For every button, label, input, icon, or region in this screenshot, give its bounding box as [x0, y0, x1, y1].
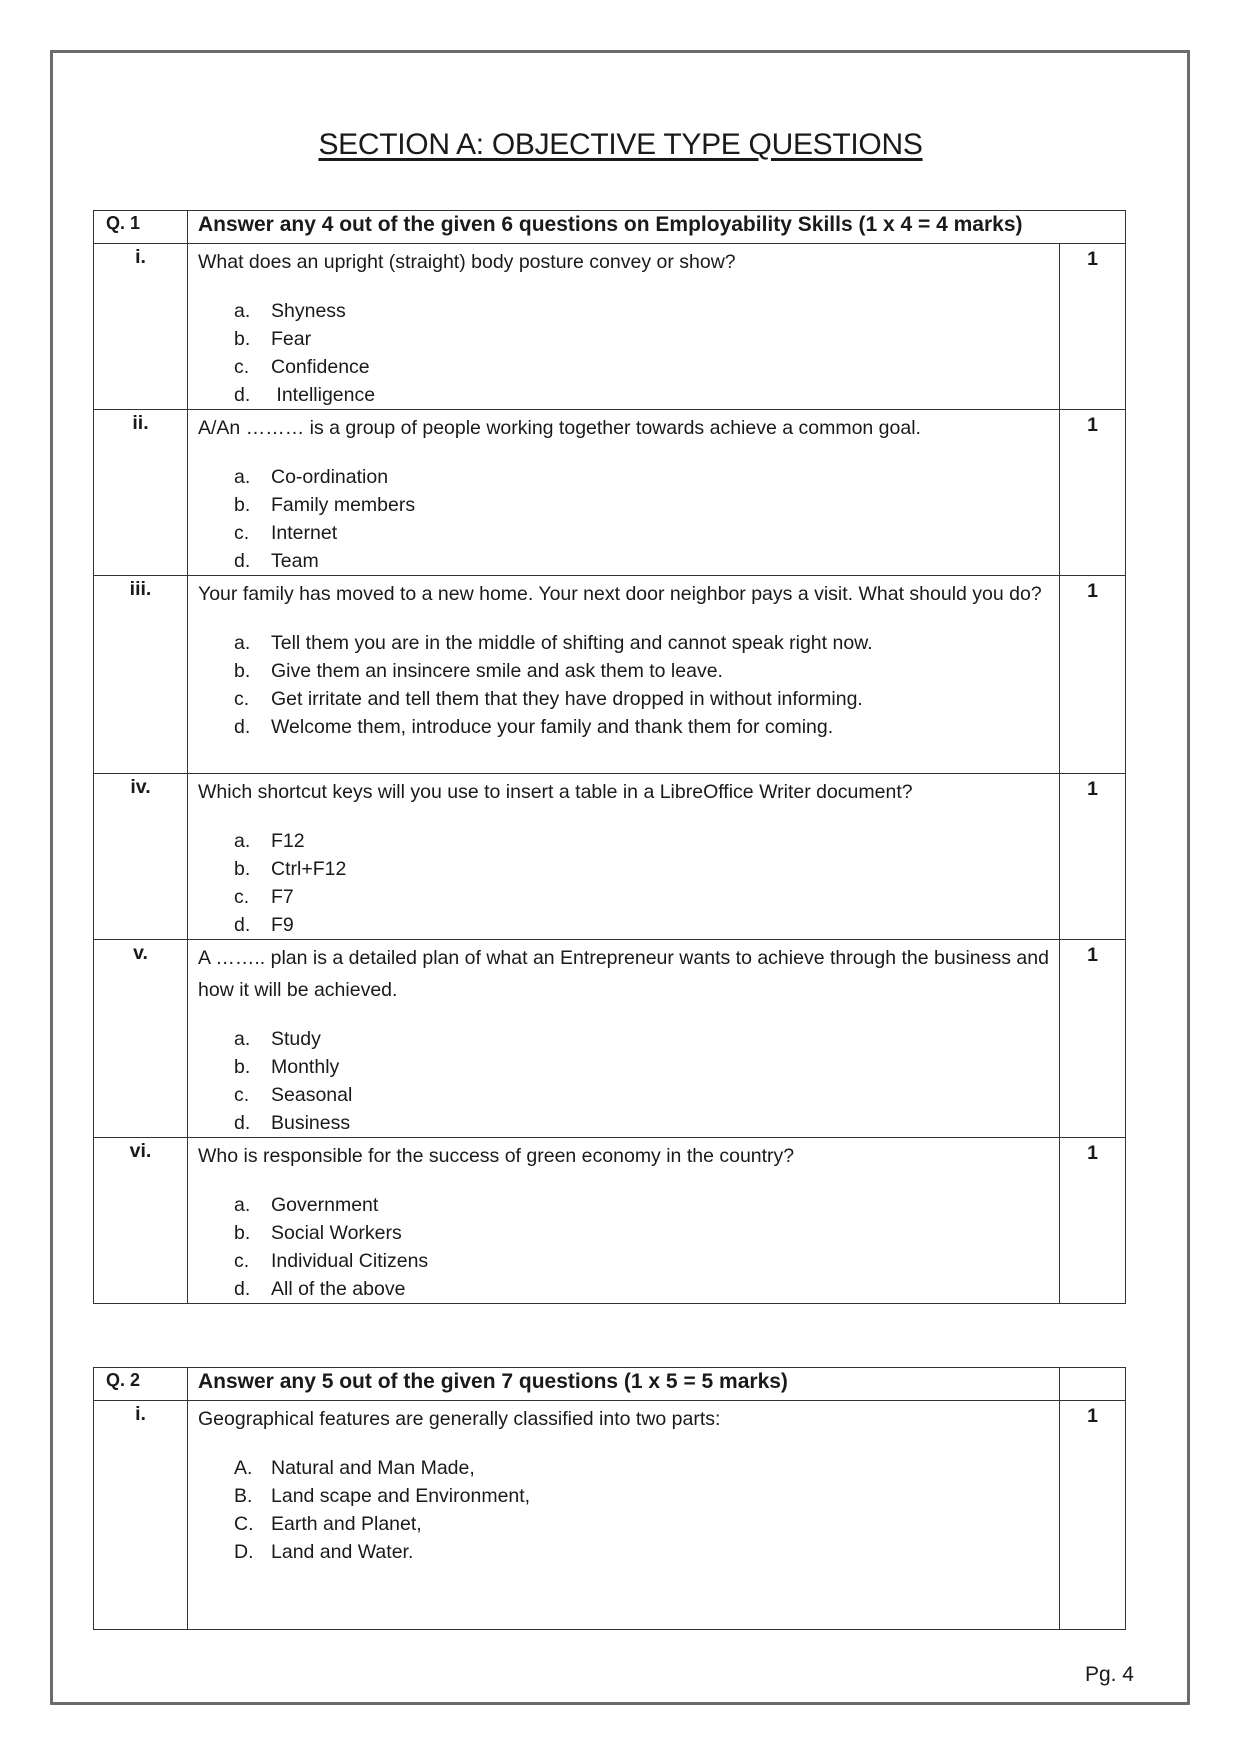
option-item	[234, 713, 1049, 741]
option-letter: a.	[234, 300, 251, 322]
option-item	[234, 1454, 1049, 1482]
question-cell	[188, 244, 1060, 410]
option-list	[198, 1454, 1049, 1566]
question-number: vi.	[94, 1138, 188, 1304]
option-letter: b.	[234, 858, 251, 880]
marks-cell: 1	[1060, 410, 1126, 576]
option-letter: c.	[234, 522, 250, 544]
option-text: Natural and Man Made,	[271, 1457, 475, 1479]
question-row	[94, 576, 1126, 774]
option-letter: a.	[234, 830, 251, 852]
option-text: Government	[271, 1194, 379, 1216]
q2-instruction: Answer any 5 out of the given 7 questions (1 x 5 = 5 marks)	[188, 1368, 1060, 1401]
q2-label: Q. 2	[94, 1368, 188, 1401]
option-letter: d.	[234, 1278, 251, 1300]
option-item	[234, 1247, 1049, 1275]
option-letter: b.	[234, 1222, 251, 1244]
question-cell	[188, 940, 1060, 1138]
question-number: ii.	[94, 410, 188, 576]
option-list	[198, 1025, 1049, 1137]
option-item	[234, 547, 1049, 575]
option-letter: a.	[234, 632, 251, 654]
question-row	[94, 940, 1126, 1138]
option-item	[234, 1191, 1049, 1219]
option-text: Individual Citizens	[271, 1250, 429, 1272]
option-letter: d.	[234, 914, 251, 936]
question-number: iii.	[94, 576, 188, 774]
question-row	[94, 1138, 1126, 1304]
question-number: iv.	[94, 774, 188, 940]
q1-label: Q. 1	[94, 211, 188, 244]
option-item	[234, 883, 1049, 911]
option-letter: d.	[234, 384, 251, 406]
option-item	[234, 1109, 1049, 1137]
option-item	[234, 325, 1049, 353]
option-text: Land scape and Environment,	[271, 1485, 531, 1507]
option-text: Get irritate and tell them that they have dropped in without informing.	[271, 688, 863, 710]
option-item	[234, 657, 1049, 685]
option-item	[234, 1538, 1049, 1566]
option-list	[198, 629, 1049, 741]
marks-cell: 1	[1060, 940, 1126, 1138]
question-cell	[188, 1401, 1060, 1630]
option-text: Intelligence	[271, 384, 376, 406]
option-text: F9	[271, 914, 294, 936]
question-cell	[188, 410, 1060, 576]
question-text: Which shortcut keys will you use to insert a table in a LibreOffice Writer document?	[198, 781, 913, 803]
option-text: Internet	[271, 522, 338, 544]
option-text: F12	[271, 830, 305, 852]
option-letter: c.	[234, 1250, 250, 1272]
option-item	[234, 911, 1049, 939]
option-text: Study	[271, 1028, 321, 1050]
option-item	[234, 685, 1049, 713]
marks-cell: 1	[1060, 576, 1126, 774]
option-item	[234, 353, 1049, 381]
q2-header-row	[94, 1368, 1126, 1401]
option-text: Co-ordination	[271, 466, 389, 488]
question-row	[94, 1401, 1126, 1630]
marks-cell: 1	[1060, 774, 1126, 940]
option-item	[234, 855, 1049, 883]
option-letter: c.	[234, 886, 250, 908]
option-text: Land and Water.	[271, 1541, 414, 1563]
option-item	[234, 1025, 1049, 1053]
option-letter: b.	[234, 494, 251, 516]
option-item	[234, 1081, 1049, 1109]
option-letter: c.	[234, 1084, 250, 1106]
option-text: F7	[271, 886, 294, 908]
option-list	[198, 827, 1049, 939]
option-text: Social Workers	[271, 1222, 402, 1244]
option-text: Team	[271, 550, 319, 572]
option-item	[234, 297, 1049, 325]
option-letter: A.	[234, 1457, 253, 1479]
option-text: Fear	[271, 328, 312, 350]
option-text: Shyness	[271, 300, 346, 322]
option-item	[234, 1510, 1049, 1538]
question-row	[94, 244, 1126, 410]
option-text: Monthly	[271, 1056, 340, 1078]
option-text: All of the above	[271, 1278, 406, 1300]
section-title: SECTION A: OBJECTIVE TYPE QUESTIONS	[318, 128, 923, 161]
question-text: A …….. plan is a detailed plan of what an Entrepreneur wants to achieve through the business and how it will be achieved.	[198, 947, 1049, 1001]
option-item	[234, 463, 1049, 491]
question-row	[94, 774, 1126, 940]
option-item	[234, 1053, 1049, 1081]
option-text: Tell them you are in the middle of shifting and cannot speak right now.	[271, 632, 873, 654]
option-text: Family members	[271, 494, 416, 516]
question-text: A/An ……… is a group of people working together towards achieve a common goal.	[198, 417, 921, 439]
question-text: Geographical features are generally classified into two parts:	[198, 1408, 721, 1430]
option-letter: d.	[234, 716, 251, 738]
q1-table	[93, 210, 1126, 1304]
option-letter: a.	[234, 1194, 251, 1216]
question-cell	[188, 1138, 1060, 1304]
q2-table	[93, 1367, 1126, 1630]
option-letter: d.	[234, 550, 251, 572]
question-number: i.	[94, 244, 188, 410]
question-cell	[188, 774, 1060, 940]
question-row	[94, 410, 1126, 576]
option-text: Earth and Planet,	[271, 1513, 422, 1535]
option-letter: b.	[234, 660, 251, 682]
q2-header-blank	[1060, 1368, 1126, 1401]
option-item	[234, 629, 1049, 657]
option-text: Business	[271, 1112, 351, 1134]
q1-header-row	[94, 211, 1126, 244]
option-text: Seasonal	[271, 1084, 353, 1106]
option-item	[234, 519, 1049, 547]
question-text: What does an upright (straight) body posture convey or show?	[198, 251, 736, 273]
option-text: Confidence	[271, 356, 370, 378]
marks-cell: 1	[1060, 1138, 1126, 1304]
page-number: Pg. 4	[1084, 1663, 1134, 1686]
question-text: Your family has moved to a new home. Your next door neighbor pays a visit. What should you do?	[198, 583, 1042, 605]
option-item	[234, 1219, 1049, 1247]
marks-cell: 1	[1060, 244, 1126, 410]
option-list	[198, 297, 1049, 409]
q2-items	[94, 1401, 1126, 1630]
q1-items	[94, 244, 1126, 1304]
option-letter: c.	[234, 356, 250, 378]
option-text: Welcome them, introduce your family and thank them for coming.	[271, 716, 834, 738]
marks-cell: 1	[1060, 1401, 1126, 1630]
option-item	[234, 827, 1049, 855]
option-letter: a.	[234, 466, 251, 488]
option-letter: c.	[234, 688, 250, 710]
question-number: i.	[94, 1401, 188, 1630]
option-letter: a.	[234, 1028, 251, 1050]
option-letter: d.	[234, 1112, 251, 1134]
question-text: Who is responsible for the success of green economy in the country?	[198, 1145, 795, 1167]
option-text: Ctrl+F12	[271, 858, 347, 880]
question-cell	[188, 576, 1060, 774]
option-letter: D.	[234, 1541, 254, 1563]
option-letter: b.	[234, 1056, 251, 1078]
option-list	[198, 1191, 1049, 1303]
option-letter: C.	[234, 1513, 254, 1535]
q1-instruction: Answer any 4 out of the given 6 questions on Employability Skills (1 x 4 = 4 marks)	[188, 211, 1126, 244]
option-letter: b.	[234, 328, 251, 350]
option-text: Give them an insincere smile and ask them to leave.	[271, 660, 723, 682]
option-letter: B.	[234, 1485, 253, 1507]
option-item	[234, 381, 1049, 409]
option-item	[234, 1482, 1049, 1510]
option-item	[234, 1275, 1049, 1303]
option-item	[234, 491, 1049, 519]
question-number: v.	[94, 940, 188, 1138]
option-list	[198, 463, 1049, 575]
